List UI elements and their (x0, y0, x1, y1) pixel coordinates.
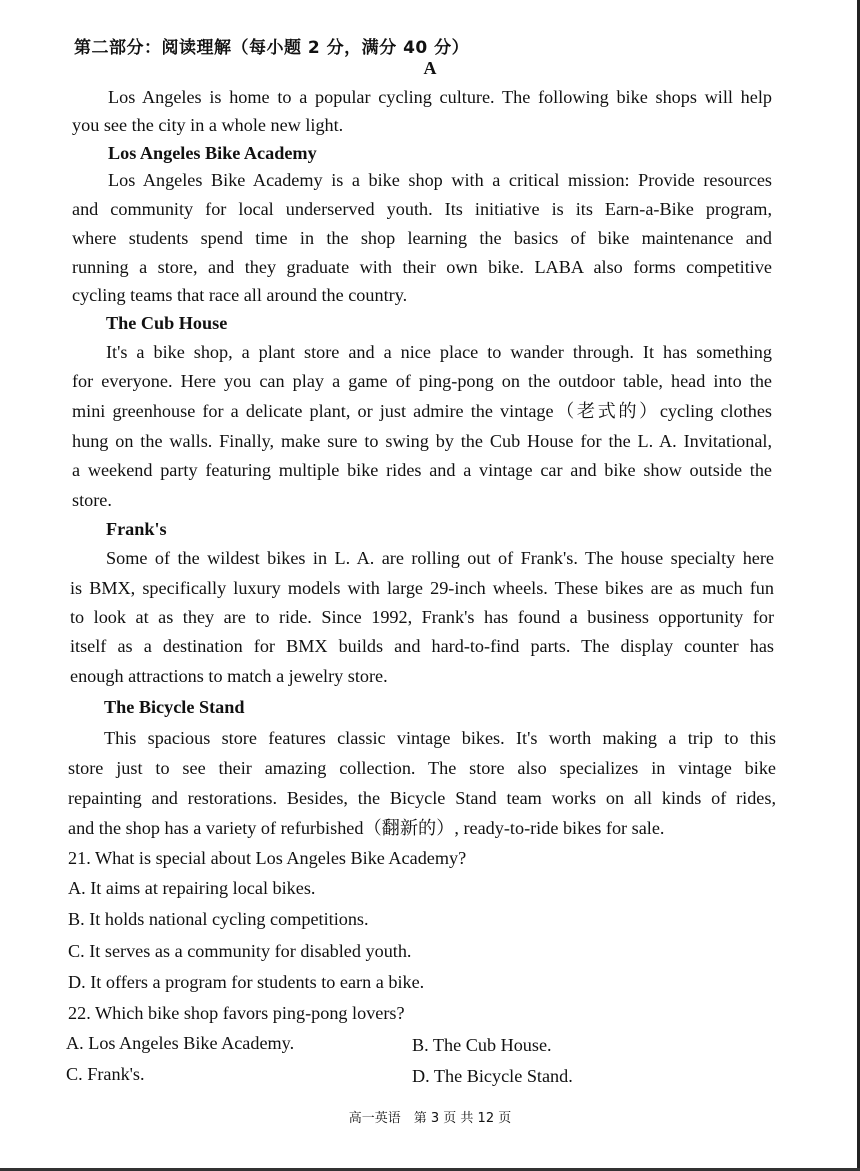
shop-heading: The Bicycle Stand (104, 697, 245, 717)
shop-line: store. (72, 490, 112, 510)
question-option: A. It aims at repairing local bikes. (68, 878, 316, 898)
shop-line: a weekend party featuring multiple bike rides and a vintage car and bike show outside the (72, 460, 772, 480)
question-option: D. It offers a program for students to earn a bike. (68, 972, 425, 992)
question-option: A. Los Angeles Bike Academy. (66, 1033, 295, 1053)
shop-line: and community for local underserved youth. Its initiative is its Earn-a-Bike program, (72, 199, 772, 219)
shop-line: Los Angeles Bike Academy is a bike shop with a critical mission: Provide resources (108, 170, 772, 190)
shop-line: to look at as they are to ride. Since 1992, Frank's has found a business opportunity for (70, 607, 774, 627)
shop-heading: Frank's (106, 519, 167, 539)
question-option: C. Frank's. (66, 1064, 145, 1084)
shop-heading: The Cub House (106, 313, 228, 333)
shop-line: enough attractions to match a jewelry store. (70, 666, 388, 686)
question-option: C. It serves as a community for disabled youth. (68, 941, 412, 961)
question-stem: 22. Which bike shop favors ping-pong lovers? (68, 1003, 405, 1023)
section-title: 第二部分：阅读理解（每小题 2 分，满分 40 分） (74, 38, 470, 58)
intro-line: you see the city in a whole new light. (72, 115, 344, 135)
intro-line: Los Angeles is home to a popular cycling culture. The following bike shops will help (108, 87, 772, 107)
shop-line: Some of the wildest bikes in L. A. are rolling out of Frank's. The house specialty here (106, 548, 774, 568)
shop-line: is BMX, specifically luxury models with large 29-inch wheels. These bikes are as much fun (70, 578, 774, 598)
question-option: B. The Cub House. (412, 1035, 552, 1055)
shop-line: running a store, and they graduate with their own bike. LABA also forms competitive (72, 257, 772, 277)
page-footer: 高一英语 第 3 页 共 12 页 (348, 1111, 512, 1126)
shop-line: mini greenhouse for a delicate plant, or just admire the vintage（老式的）cycling clothes (72, 401, 772, 421)
question-option: D. The Bicycle Stand. (412, 1066, 573, 1086)
shop-line: and the shop has a variety of refurbished（翻新的）, ready-to-ride bikes for sale. (68, 818, 665, 838)
shop-line: store just to see their amazing collection. The store also specializes in vintage bike (68, 758, 776, 778)
shop-line: It's a bike shop, a plant store and a nice place to wander through. It has something (106, 342, 772, 362)
shop-line: for everyone. Here you can play a game of ping-pong on the outdoor table, head into the (72, 371, 772, 391)
shop-line: where students spend time in the shop learning the basics of bike maintenance and (72, 228, 772, 248)
question-option: B. It holds national cycling competitions. (68, 909, 369, 929)
shop-line: repainting and restorations. Besides, the Bicycle Stand team works on all kinds of rides, (68, 788, 776, 808)
shop-line: This spacious store features classic vintage bikes. It's worth making a trip to this (104, 728, 776, 748)
passage-label: A (423, 58, 437, 78)
question-stem: 21. What is special about Los Angeles Bike Academy? (68, 848, 467, 868)
shop-line: hung on the walls. Finally, make sure to swing by the Cub House for the L. A. Invitational, (72, 431, 772, 451)
shop-heading: Los Angeles Bike Academy (108, 143, 317, 163)
shop-line: cycling teams that race all around the country. (72, 285, 408, 305)
shop-line: itself as a destination for BMX builds and hard-to-find parts. The display counter has (70, 636, 774, 656)
